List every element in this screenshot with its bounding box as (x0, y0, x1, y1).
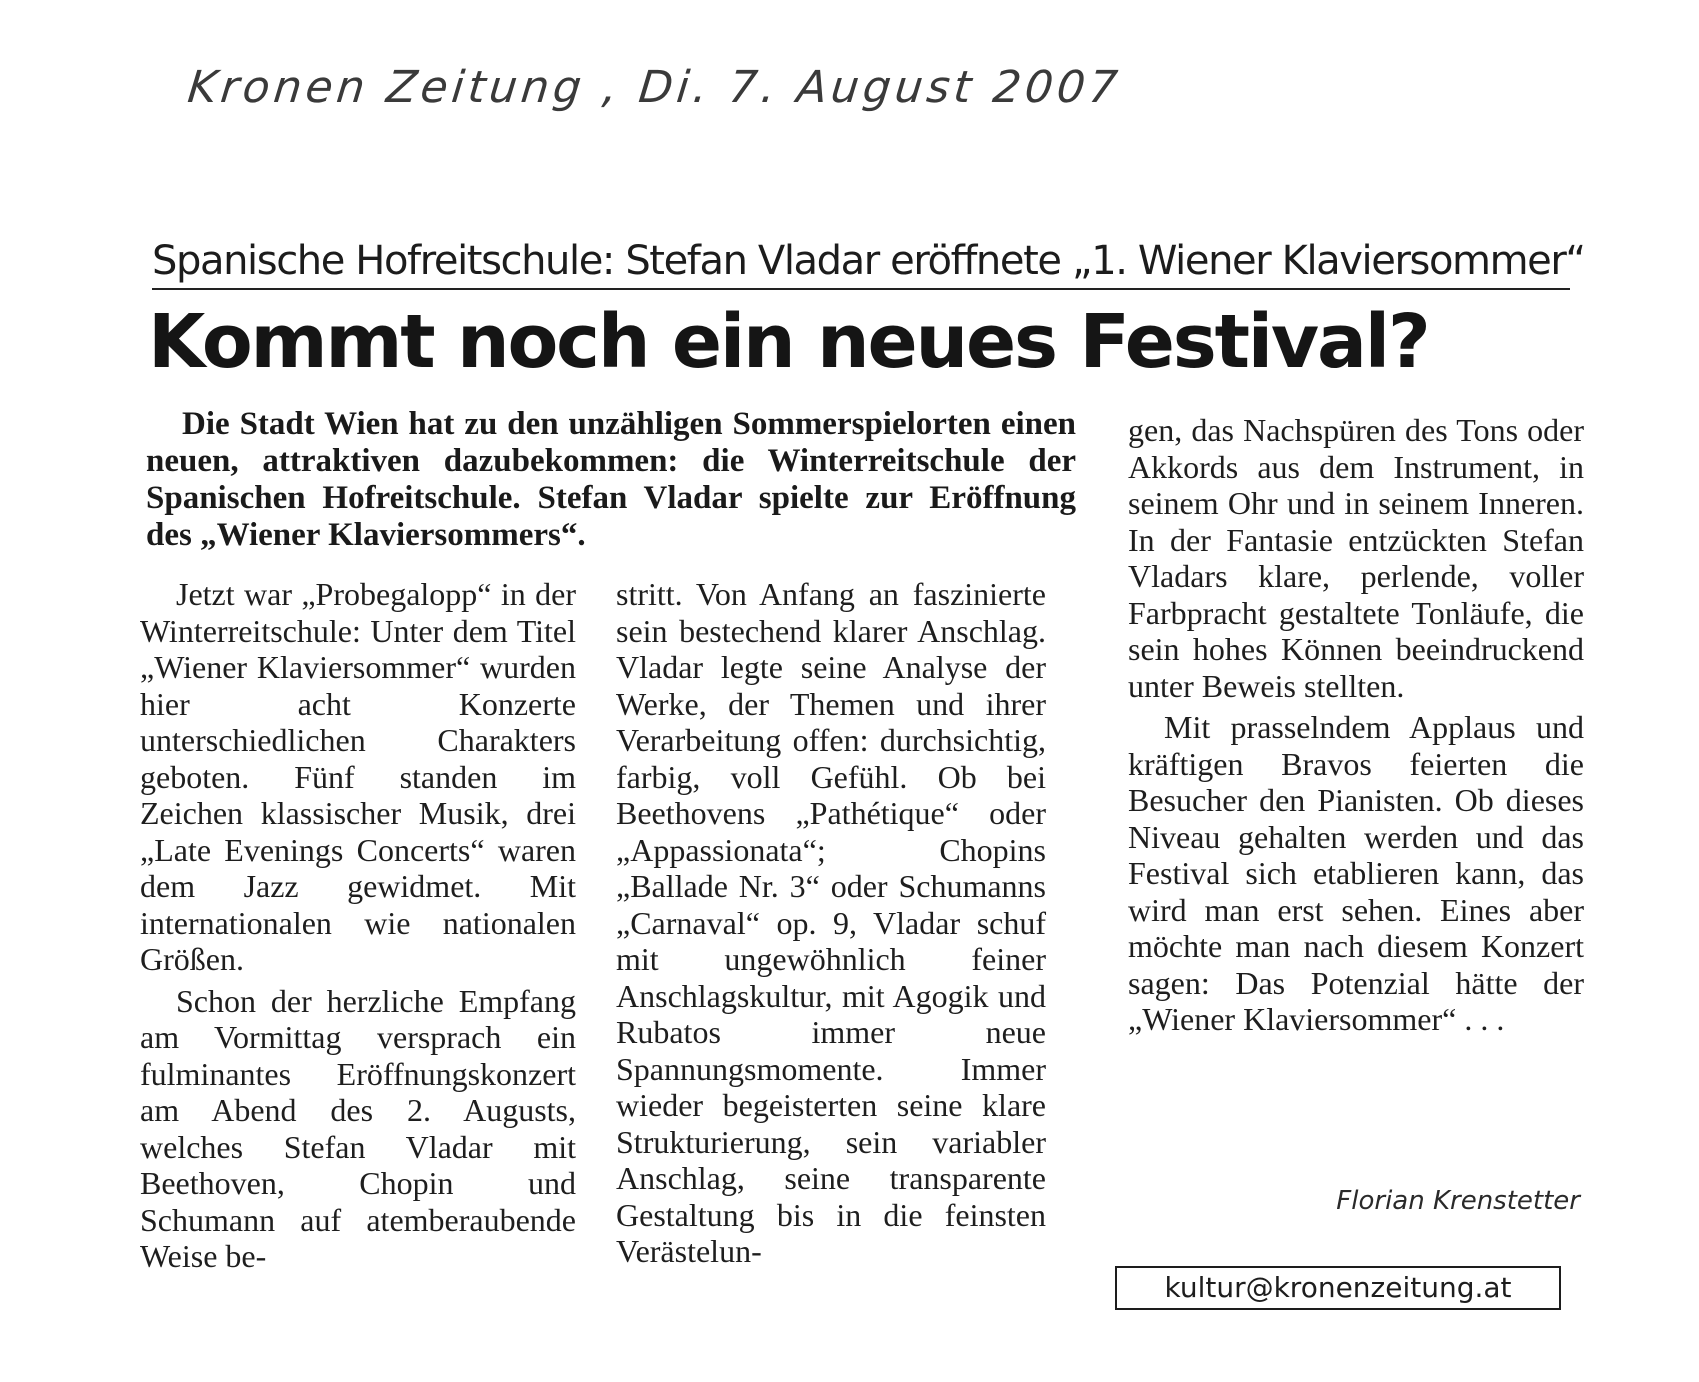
paragraph: stritt. Von Anfang an faszinierte sein bestechend klarer Anschlag. Vladar legte seine Analyse der Werke, der Themen und ihrer Verarbeitung offen: durchsichtig, farbig, voll Gefühl. Ob bei Beethovens „Pathétique“ oder „Appassionata“; Chopins „Ballade Nr. 3“ oder Schumanns „Carnaval“ op. 9, Vladar schuf mit ungewöhnlich feiner Anschlagskultur, mit Agogik und Rubatos immer neue Spannungsmomente. Immer wieder begeisterten seine klare Strukturierung, sein variabler Anschlag, seine transparente Gestaltung bis in die feinsten Verästelun- (616, 576, 1046, 1269)
handwritten-source-note: Kronen Zeitung , Di. 7. August 2007 (185, 62, 1124, 113)
article-lead: Die Stadt Wien hat zu den unzähligen Sommerspielorten einen neuen, attraktiven dazubekommen: die Winterreitschule der Spanischen Hofreitschule. Stefan Vladar spielte zur Eröffnung des „Wiener Klaviersommers“. (146, 406, 1076, 553)
article-headline: Kommt noch ein neues Festival? (148, 299, 1429, 385)
paragraph: gen, das Nachspüren des Tons oder Akkords aus dem Instrument, in seinem Ohr und in seinem Inneren. In der Fantasie entzückten Stefan Vladars klare, perlende, voller Farbpracht gestaltete Tonläufe, die sein hohes Können beeindruckend unter Beweis stellten. (1128, 412, 1584, 704)
paragraph: Schon der herzliche Empfang am Vormittag versprach ein fulminantes Eröffnungskonzert am Abend des 2. Augusts, welches Stefan Vladar mit Beethoven, Chopin und Schumann auf atemberaubende Weise be- (140, 982, 576, 1274)
paragraph: Jetzt war „Probegalopp“ in der Winterreitschule: Unter dem Titel „Wiener Klaviersommer“ wurden hier acht Konzerte unterschiedlichen Charakters geboten. Fünf standen im Zeichen klassischer Musik, drei „Late Evenings Concerts“ waren dem Jazz gewidmet. Mit internationalen wie nationalen Größen. (140, 576, 576, 977)
article-column-1 (140, 576, 576, 1280)
paragraph: Mit prasselndem Applaus und kräftigen Bravos feierten die Besucher den Pianisten. Ob dieses Niveau gehalten werden und das Festival sich etablieren kann, das wird man erst sehen. Eines aber möchte man nach diesem Konzert sagen: Das Potenzial hätte der „Wiener Klaviersommer“ . . . (1128, 709, 1584, 1037)
article-column-3 (1128, 412, 1584, 1043)
contact-email: kultur@kronenzeitung.at (1115, 1266, 1561, 1310)
author-byline: Florian Krenstetter (1336, 1186, 1580, 1216)
article-column-2 (616, 576, 1046, 1275)
article-kicker: Spanische Hofreitschule: Stefan Vladar eröffnete „1. Wiener Klaviersommer“ (152, 236, 1570, 290)
newspaper-clipping (140, 236, 1585, 1336)
